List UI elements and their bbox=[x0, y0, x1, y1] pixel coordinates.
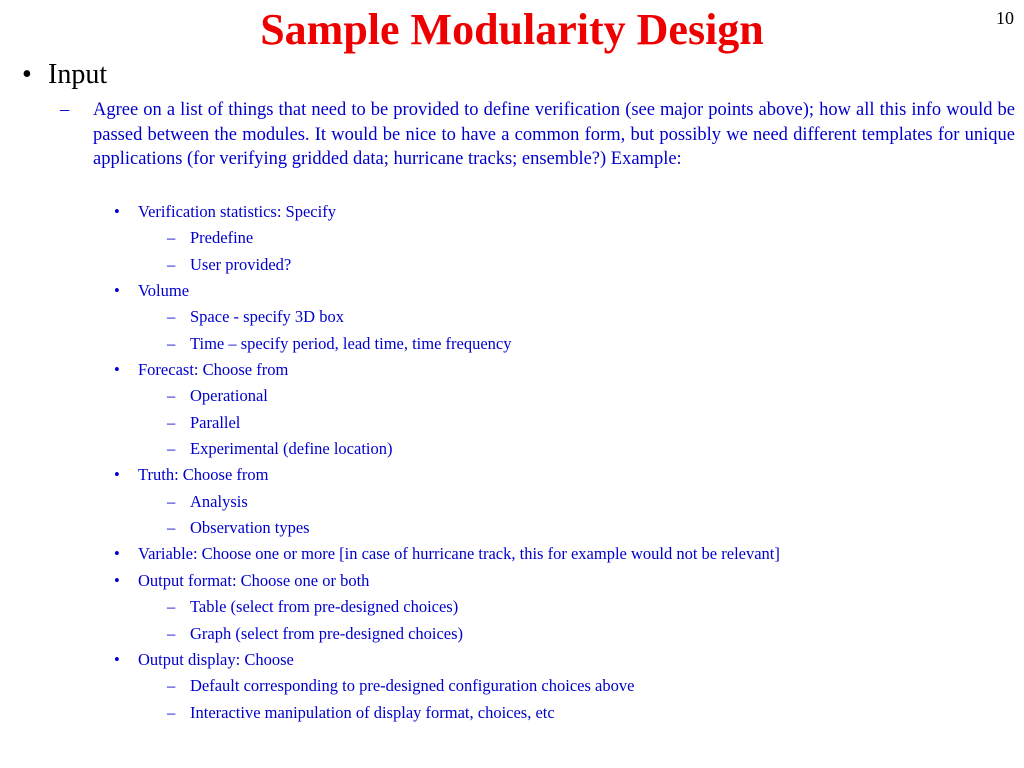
list-item-text: Operational bbox=[190, 386, 268, 406]
sub-list-item bbox=[0, 331, 1024, 357]
list-item-text: Default corresponding to pre-designed configuration choices above bbox=[190, 676, 635, 696]
sub-list-item bbox=[0, 304, 1024, 330]
bullet-icon: • bbox=[114, 544, 120, 564]
sub-list-item bbox=[0, 225, 1024, 251]
list-item-text: Space - specify 3D box bbox=[190, 307, 344, 327]
sub-list-item bbox=[0, 700, 1024, 726]
list-item-text: Output format: Choose one or both bbox=[138, 570, 370, 590]
dash-icon: – bbox=[167, 333, 176, 353]
bullet-icon: • bbox=[114, 360, 120, 380]
sub-bullet-agree-text: Agree on a list of things that need to be provided to define verification (see major points above); how all this info would be passed between the modules. It would be nice to have a common form, but possibly we need different templates for unique applications (for verifying gridded data; hurricane tracks; ensemble?) Example: bbox=[93, 100, 1015, 169]
list-item-text: Truth: Choose from bbox=[138, 465, 269, 485]
list-item-text: Verification statistics: Specify bbox=[138, 202, 336, 221]
bullet-icon: • bbox=[114, 202, 120, 221]
list-item-text: Parallel bbox=[190, 412, 241, 432]
list-item bbox=[0, 541, 1024, 567]
list-item-text: Predefine bbox=[190, 228, 254, 248]
dash-icon: – bbox=[167, 597, 176, 617]
list-item bbox=[0, 199, 1024, 225]
dash-icon: – bbox=[167, 491, 176, 511]
sub-bullet-agree bbox=[60, 98, 1015, 172]
list-item-text: Analysis bbox=[190, 491, 248, 511]
list-item-text: Output display: Choose bbox=[138, 649, 294, 669]
list-item bbox=[0, 278, 1024, 304]
list-item-text: User provided? bbox=[190, 254, 292, 274]
sub-list-item bbox=[0, 621, 1024, 647]
sub-list-item bbox=[0, 594, 1024, 620]
sub-list-item bbox=[0, 383, 1024, 409]
dash-icon: – bbox=[167, 307, 176, 327]
list-item-text: Table (select from pre-designed choices) bbox=[190, 597, 459, 617]
list-item-text: Graph (select from pre-designed choices) bbox=[190, 623, 464, 643]
dash-icon: – bbox=[167, 254, 176, 274]
dash-icon: – bbox=[167, 412, 176, 432]
dash-icon: – bbox=[167, 228, 176, 248]
sub-list-item bbox=[0, 515, 1024, 541]
sub-list-item bbox=[0, 673, 1024, 699]
list-item bbox=[0, 568, 1024, 594]
sub-list-item bbox=[0, 436, 1024, 462]
dash-icon: – bbox=[167, 702, 176, 722]
dash-icon: – bbox=[167, 676, 176, 696]
bullet-icon: • bbox=[114, 465, 120, 485]
list-item bbox=[0, 462, 1024, 488]
list-item-text: Time – specify period, lead time, time frequency bbox=[190, 333, 512, 353]
page-number: 10 bbox=[996, 8, 1014, 28]
sub-list-item bbox=[0, 252, 1024, 278]
list-item-text: Volume bbox=[138, 281, 190, 301]
bullet-icon: • bbox=[114, 281, 120, 301]
sub-list-item bbox=[0, 410, 1024, 436]
slide-title: Sample Modularity Design bbox=[260, 5, 764, 54]
sub-list-item bbox=[0, 489, 1024, 515]
dash-icon: – bbox=[167, 518, 176, 538]
list-item bbox=[0, 647, 1024, 673]
dash-icon: – bbox=[167, 623, 176, 643]
list-item-text: Forecast: Choose from bbox=[138, 360, 289, 380]
list-item-text: Experimental (define location) bbox=[190, 439, 393, 459]
list-item-text: Observation types bbox=[190, 518, 310, 538]
bullet-input-label: Input bbox=[48, 59, 108, 90]
bullet-icon: • bbox=[22, 59, 32, 90]
list-item-text: Interactive manipulation of display format, choices, etc bbox=[190, 702, 555, 722]
dash-icon: – bbox=[167, 386, 176, 406]
list-item bbox=[0, 357, 1024, 383]
dash-icon: – bbox=[167, 439, 176, 459]
example-list bbox=[0, 199, 1024, 726]
bullet-icon: • bbox=[114, 570, 120, 590]
list-item-text: Variable: Choose one or more [in case of hurricane track, this for example would not be relevant] bbox=[138, 544, 780, 564]
dash-icon: – bbox=[60, 100, 70, 120]
bullet-icon: • bbox=[114, 649, 120, 669]
